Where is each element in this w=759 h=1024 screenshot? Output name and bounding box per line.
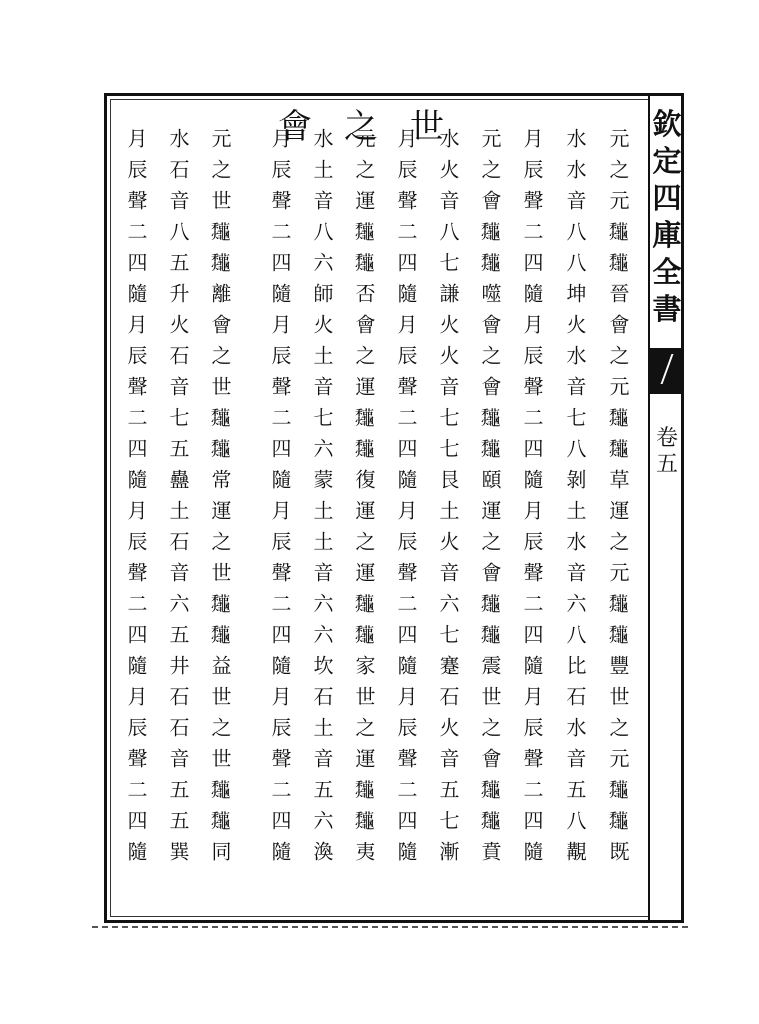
- text-column-12: 月辰聲二四隨月辰聲二四隨月辰聲二四隨月辰聲二四隨: [124, 128, 148, 872]
- bottom-rule: [92, 926, 688, 928]
- text-column-3: 月辰聲二四隨月辰聲二四隨月辰聲二四隨月辰聲二四隨: [520, 128, 544, 872]
- text-column-2: 水水音八八坤火水音七八剝土水音六八比石水音五八覯: [563, 128, 587, 872]
- section-heading: 會之世: [278, 107, 476, 147]
- text-column-7: 元之運𪛁𪛁否會之運𪛁𪛁復運之運𪛁𪛁家世之運𪛁𪛁夷: [352, 128, 376, 872]
- text-column-4: 元之會𪛁𪛁噬會之會𪛁𪛁頤運之會𪛁𪛁震世之會𪛁𪛁賁: [478, 128, 502, 872]
- fish-tail-mark: [650, 348, 681, 394]
- text-column-10: 元之世𪛁𪛁離會之世𪛁𪛁常運之世𪛁𪛁益世之世𪛁𪛁同: [208, 128, 232, 872]
- text-column-8: 水土音八六師火土音七六蒙土土音六六坎石土音五六渙: [310, 128, 334, 872]
- text-column-5: 水火音八七謙火火音七七艮土火音六七蹇石火音五七漸: [436, 128, 460, 872]
- text-column-11: 水石音八五升火石音七五蠱土石音六五井石石音五五巽: [166, 128, 190, 872]
- text-column-1: 元之元𪛁𪛁晉會之元𪛁𪛁草運之元𪛁𪛁豐世之元𪛁𪛁既: [606, 128, 630, 872]
- text-column-9: 月辰聲二四隨月辰聲二四隨月辰聲二四隨月辰聲二四隨: [268, 128, 292, 872]
- text-column-6: 月辰聲二四隨月辰聲二四隨月辰聲二四隨月辰聲二四隨: [394, 128, 418, 872]
- juan-label: 卷五: [655, 426, 678, 477]
- side-ribbon: [648, 93, 684, 923]
- book-title: 欽定四庫全書: [652, 107, 682, 326]
